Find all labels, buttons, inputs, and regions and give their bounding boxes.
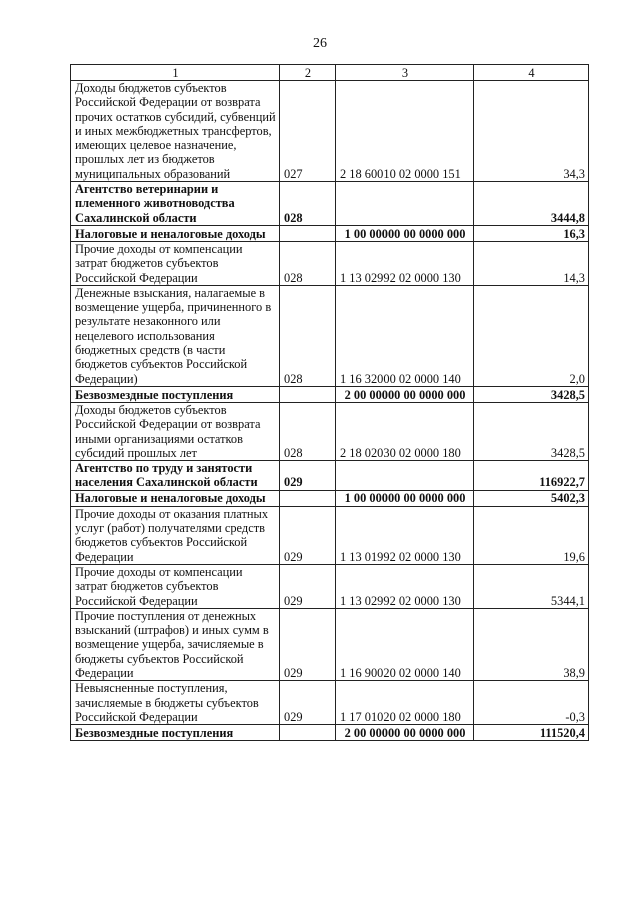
- row-name: Прочие доходы от оказания платных услуг (работ) получателями средств бюджетов субъектов Российской Федерации: [71, 506, 280, 564]
- row-kbk-code: 1 13 01992 02 0000 130: [336, 506, 474, 564]
- row-amount: 34,3: [474, 81, 589, 182]
- header-col-1: 1: [71, 65, 280, 81]
- row-kbk-code: 1 13 02992 02 0000 130: [336, 564, 474, 608]
- table-row: [71, 81, 589, 182]
- row-amount: 16,3: [474, 225, 589, 241]
- row-kbk-code: 2 00 00000 00 0000 000: [336, 725, 474, 741]
- row-name: Агентство ветеринарии и племенного животноводства Сахалинской области: [71, 182, 280, 226]
- row-admin-code: 027: [280, 81, 336, 182]
- table-row-section: [71, 225, 589, 241]
- row-amount: 3444,8: [474, 182, 589, 226]
- row-kbk-code: 1 16 32000 02 0000 140: [336, 285, 474, 386]
- table-row: [71, 241, 589, 285]
- row-admin-code: [280, 725, 336, 741]
- row-kbk-code: 1 17 01020 02 0000 180: [336, 681, 474, 725]
- table-row: [71, 681, 589, 725]
- budget-revenue-table: [70, 64, 589, 741]
- row-name: Доходы бюджетов субъектов Российской Федерации от возврата прочих остатков субсидий, субвенций и иных межбюджетных трансфертов, имеющих целевое назначение, прошлых лет из бюджетов муниципальных образований: [71, 81, 280, 182]
- row-admin-code: 029: [280, 681, 336, 725]
- row-admin-code: [280, 386, 336, 402]
- row-kbk-code: 1 00 00000 00 0000 000: [336, 490, 474, 506]
- table-row-agency: [71, 461, 589, 491]
- row-name: Безвозмездные поступления: [71, 725, 280, 741]
- row-amount: 2,0: [474, 285, 589, 386]
- row-admin-code: 029: [280, 461, 336, 491]
- row-name: Безвозмездные поступления: [71, 386, 280, 402]
- table-row: [71, 564, 589, 608]
- table-row-agency: [71, 182, 589, 226]
- row-amount: -0,3: [474, 681, 589, 725]
- row-name: Денежные взыскания, налагаемые в возмещение ущерба, причиненного в результате незаконного или нецелевого использования бюджетных средств (в части бюджетов субъектов Российской Федерации): [71, 285, 280, 386]
- table-row-section: [71, 725, 589, 741]
- row-kbk-code: 1 13 02992 02 0000 130: [336, 241, 474, 285]
- row-kbk-code: [336, 182, 474, 226]
- row-name: Налоговые и неналоговые доходы: [71, 490, 280, 506]
- row-amount: 38,9: [474, 608, 589, 680]
- row-name: Прочие поступления от денежных взысканий (штрафов) и иных сумм в возмещение ущерба, зачисляемые в бюджеты субъектов Российской Федерации: [71, 608, 280, 680]
- row-amount: 5344,1: [474, 564, 589, 608]
- row-amount: 19,6: [474, 506, 589, 564]
- row-amount: 3428,5: [474, 386, 589, 402]
- row-amount: 5402,3: [474, 490, 589, 506]
- row-kbk-code: [336, 461, 474, 491]
- row-name: Налоговые и неналоговые доходы: [71, 225, 280, 241]
- row-kbk-code: 1 00 00000 00 0000 000: [336, 225, 474, 241]
- table-row: [71, 506, 589, 564]
- table-row: [71, 608, 589, 680]
- header-col-3: 3: [336, 65, 474, 81]
- row-amount: 14,3: [474, 241, 589, 285]
- row-name: Доходы бюджетов субъектов Российской Федерации от возврата иными организациями остатков субсидий прошлых лет: [71, 402, 280, 460]
- page-number: 26: [313, 36, 327, 51]
- row-admin-code: 028: [280, 285, 336, 386]
- row-name: Прочие доходы от компенсации затрат бюджетов субъектов Российской Федерации: [71, 564, 280, 608]
- table-header-row: [71, 65, 589, 81]
- row-kbk-code: 2 18 60010 02 0000 151: [336, 81, 474, 182]
- row-admin-code: 028: [280, 241, 336, 285]
- row-admin-code: 029: [280, 506, 336, 564]
- table-row-section: [71, 386, 589, 402]
- row-admin-code: 029: [280, 564, 336, 608]
- row-kbk-code: 2 18 02030 02 0000 180: [336, 402, 474, 460]
- row-amount: 3428,5: [474, 402, 589, 460]
- row-admin-code: 028: [280, 402, 336, 460]
- table-row-section: [71, 490, 589, 506]
- row-name: Агентство по труду и занятости населения Сахалинской области: [71, 461, 280, 491]
- row-admin-code: 028: [280, 182, 336, 226]
- header-col-2: 2: [280, 65, 336, 81]
- row-name: Невыясненные поступления, зачисляемые в бюджеты субъектов Российской Федерации: [71, 681, 280, 725]
- row-admin-code: [280, 490, 336, 506]
- row-kbk-code: 2 00 00000 00 0000 000: [336, 386, 474, 402]
- row-name: Прочие доходы от компенсации затрат бюджетов субъектов Российской Федерации: [71, 241, 280, 285]
- row-admin-code: 029: [280, 608, 336, 680]
- row-admin-code: [280, 225, 336, 241]
- row-kbk-code: 1 16 90020 02 0000 140: [336, 608, 474, 680]
- row-amount: 111520,4: [474, 725, 589, 741]
- table-row: [71, 285, 589, 386]
- table-row: [71, 402, 589, 460]
- row-amount: 116922,7: [474, 461, 589, 491]
- header-col-4: 4: [474, 65, 589, 81]
